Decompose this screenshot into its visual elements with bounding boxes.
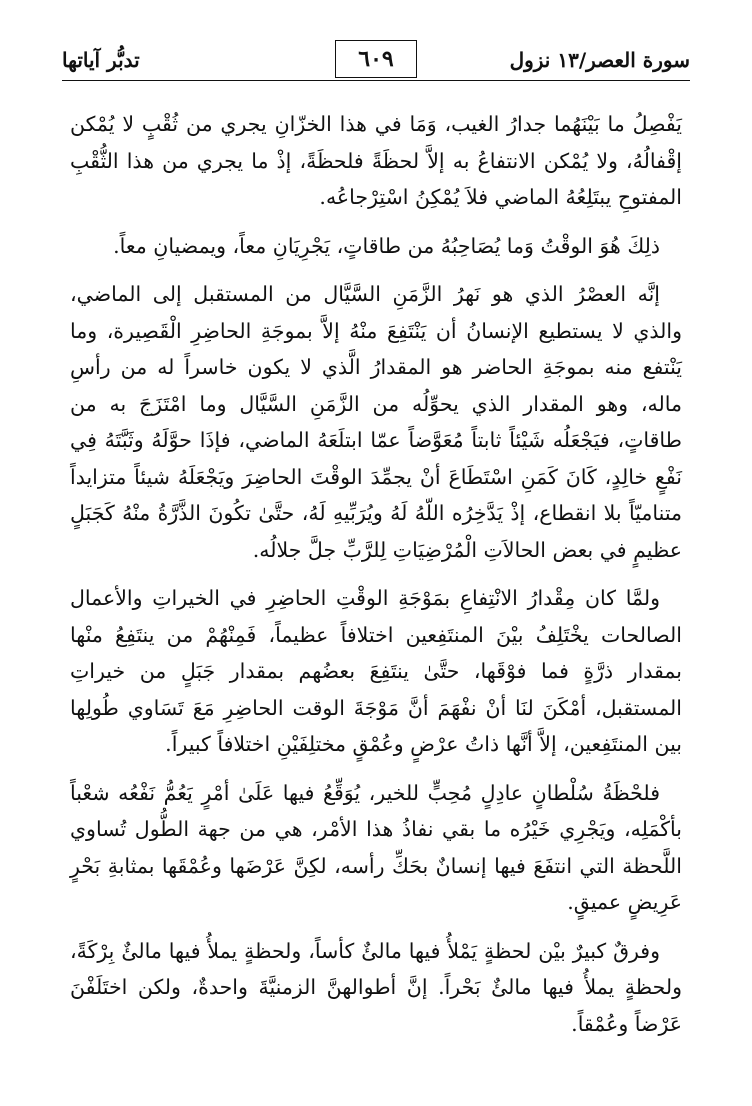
chapter-title: سورة العصر/١٣ نزول [509, 48, 690, 72]
page-number: ٦٠٩ [335, 40, 417, 78]
header-divider [62, 80, 690, 81]
text-body [70, 106, 682, 1042]
paragraph-6: وفرقٌ كبيرٌ بيْن لحظةٍ يَمْلأُ فيها مالئٌ كأساً، ولحظةٍ يملأُ فيها مالئٌ بِرْكَةً، ولحظةٍ يملأُ فيها مالئٌ بَحْراً. إنَّ أطوالهنَّ الزمنيَّةَ واحدةٌ، ولكن اختَلَفْنَ عَرْضاً وعُمْقاً. [70, 938, 682, 1036]
paragraph-5: فلحْظَةُ سُلْطانٍ عادِلٍ مُحِبٍّ للخير، يُوَقِّعُ فيها عَلَىٰ أمْرٍ يَعُمُّ نَفْعُه شعْباً بأكْمَلِه، ويَجْرِي خَيْرُه ما بقي نفاذُ هذا الأمْر، هي من جهة الطُّول تُساوي اللَّحظة التي انتفَعَ فيها إنسانٌ بحَكِّ رأسه، لكِنَّ عَرْضَها وعُمْقَها بمثابةِ بَحْرٍ عَرِيضٍ عميقٍ. [70, 780, 682, 914]
paragraph-3: إنَّه العصْرُ الذي هو نَهرُ الزَّمَنِ السَّيَّال من المستقبل إلى الماضي، والذي لا يستطيع الإنسانُ أن يَنْتَفِعَ منْهُ إلاَّ بموجَةِ الحاضِرِ الْقَصِيرة، وما يَنْتفع منه بموجَةِ الحاضر هو المقدارُ الَّذي لا يكون خاسراً له من رأسِ ماله، وهو المقدار الذي يحوِّلُه من الزَّمَنِ السَّيَّال وما امْتَزَجَ به من طاقاتٍ، فيَجْعَلُه شَيْئاً ثابتاً مُعَوَّضاً عمّا ابتلَعَهُ الماضي، فإذَا حوَّلَهُ وثَبَّتَهُ فِي نَفْعٍ خالِدٍ، كَانَ كَمَنِ اسْتَطَاعَ أنْ يجمِّدَ الوقْتَ الحاضِرَ ويَجْعَلَهُ شيئاً متزايداً متناميّاً بلا انقطاع، إذْ يَدَّخِرُه اللّهُ لَهُ ويُرَبِّيهِ لَهُ، حتَّىٰ تكُونَ الذَّرَّةُ منْهُ كَجَبَلٍ عظيمٍ في بعض الحالاَتِ الْمُرْضِيَاتِ لِلرَّبِّ جلَّ جلالُه. [70, 282, 682, 562]
paragraph-2: ذلِكَ هُوَ الوقْتُ وَما يُصَاحِبُهُ من طاقاتٍ، يَجْرِيَانِ معاً، ويمضيانِ معاً. [113, 233, 660, 258]
paragraph-4: ولمَّا كان مِقْدارُ الانْتِفاعِ بمَوْجَةِ الوقْتِ الحاضِرِ في الخيراتِ والأعمال الصالحات يخْتَلِفُ بيْنَ المنتَفِعين اختلافاً عظيماً، فَمِنْهُمْ من ينتَفِعُ منْها بمقدار ذرَّةٍ فما فوْقَها، حتَّىٰ ينتَفِعَ بعضُهم بمقدار جَبَلٍ من خيراتِ المستقبل، أمْكَنَ لنَا أنْ نفْهَمَ أنَّ مَوْجَةَ الوقت الحاضِرِ مَعَ تَسَاوي طُولِها بين المنتَفِعين، إلاَّ أنَّها ذاتُ عرْضٍ وعُمْقٍ مختلِفَيْنِ اختلافاً كبيراً. [70, 586, 682, 756]
running-header [62, 40, 690, 80]
section-title: تدبُّر آياتها [62, 48, 140, 72]
paragraph-1: يَفْصِلُ ما بَيْنَهُما جدارُ الغيب، وَمَا في هذا الخزّانِ يجري من ثُقْبٍ لا يُمْكن إقْفالُهُ، ولا يُمْكن الانتفاعُ به إلاَّ لحظَةً فلحظَةً، إذْ ما يجري من هذا الثُّقْبِ المفتوحِ يبتَلِعُهُ الماضي فلاَ يُمْكِنُ اسْتِرْجاعُه. [70, 112, 682, 209]
